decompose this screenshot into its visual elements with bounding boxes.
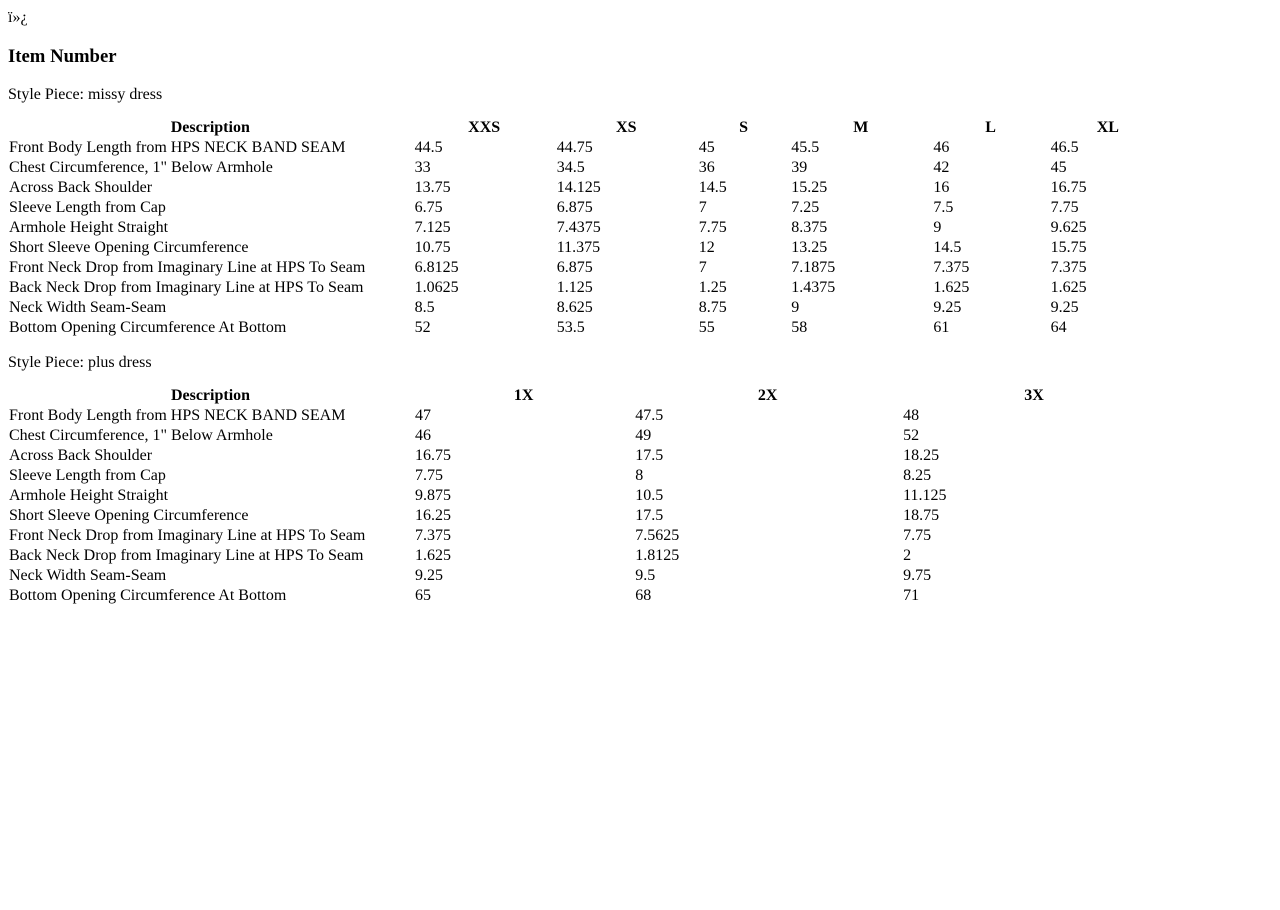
- measurement-value: 6.8125: [414, 259, 459, 276]
- measurement-value: 18.75: [903, 507, 940, 524]
- column-header-size: XXS: [468, 119, 501, 136]
- page-title: Item Number: [8, 46, 117, 67]
- column-header-size: L: [985, 119, 996, 136]
- measurement-value: 17.5: [635, 507, 664, 524]
- column-header-size: XS: [616, 119, 637, 136]
- measurement-value: 48: [903, 407, 920, 424]
- measurement-value: 7.4375: [556, 219, 601, 236]
- table-row: [8, 198, 1166, 218]
- measurement-value: 16: [933, 179, 950, 196]
- measurement-value: 7.375: [414, 527, 451, 544]
- measurement-value: 8.75: [698, 299, 727, 316]
- measurement-description: Front Neck Drop from Imaginary Line at HPS To Seam: [9, 527, 366, 544]
- measurement-value: 49: [635, 427, 652, 444]
- measurement-value: 42: [933, 159, 950, 176]
- table-row: [8, 406, 1166, 426]
- measurement-value: 53.5: [556, 319, 585, 336]
- column-header-size: XL: [1096, 119, 1119, 136]
- measurement-value: 6.75: [414, 199, 443, 216]
- measurement-value: 1.8125: [635, 547, 680, 564]
- column-header-description: Description: [170, 119, 250, 136]
- measurement-value: 14.125: [556, 179, 601, 196]
- measurement-value: 16.75: [1050, 179, 1087, 196]
- measurement-description: Bottom Opening Circumference At Bottom: [9, 587, 287, 604]
- measurement-value: 8.5: [414, 299, 435, 316]
- column-header-size: 3X: [1024, 387, 1044, 404]
- measurement-value: 36: [698, 159, 715, 176]
- measurement-value: 10.75: [414, 239, 451, 256]
- measurement-value: 39: [791, 159, 808, 176]
- measurement-value: 7.75: [414, 467, 443, 484]
- measurement-value: 7.75: [698, 219, 727, 236]
- measurement-value: 46: [933, 139, 950, 156]
- measurement-description: Neck Width Seam-Seam: [9, 299, 167, 316]
- measurement-value: 1.625: [1050, 279, 1087, 296]
- measurement-value: 10.5: [635, 487, 664, 504]
- table-row: [8, 238, 1166, 258]
- measurement-value: 7.75: [1050, 199, 1079, 216]
- measurement-value: 15.25: [791, 179, 828, 196]
- measurement-value: 9.25: [933, 299, 962, 316]
- column-header-size: M: [853, 119, 869, 136]
- table-row: [8, 138, 1166, 158]
- measurement-description: Sleeve Length from Cap: [9, 467, 166, 484]
- measurement-value: 58: [791, 319, 808, 336]
- measurement-value: 44.75: [556, 139, 593, 156]
- measurement-description: Front Neck Drop from Imaginary Line at HPS To Seam: [9, 259, 366, 276]
- measurement-value: 6.875: [556, 259, 593, 276]
- table-row: [8, 278, 1166, 298]
- column-header-size: 2X: [757, 387, 778, 404]
- table-row: [8, 526, 1166, 546]
- measurement-value: 11.125: [903, 487, 947, 504]
- bom-text: ï»¿: [8, 9, 28, 26]
- measurement-value: 17.5: [635, 447, 664, 464]
- measurement-value: 65: [414, 587, 431, 604]
- measurement-value: 13.25: [791, 239, 828, 256]
- measurement-value: 9.625: [1050, 219, 1087, 236]
- column-header-size: S: [739, 119, 748, 136]
- measurement-value: 1.4375: [791, 279, 836, 296]
- measurement-value: 8.25: [903, 467, 932, 484]
- measurement-value: 46.5: [1050, 139, 1079, 156]
- measurement-value: 45: [1050, 159, 1067, 176]
- measurement-value: 71: [903, 587, 920, 604]
- measurement-description: Chest Circumference, 1" Below Armhole: [9, 427, 273, 444]
- measurement-value: 2: [903, 547, 912, 564]
- measurement-description: Chest Circumference, 1" Below Armhole: [9, 159, 273, 176]
- measurement-value: 7.125: [414, 219, 451, 236]
- measurement-value: 8: [635, 467, 644, 484]
- measurement-description: Front Body Length from HPS NECK BAND SEAM: [9, 139, 346, 156]
- measurement-value: 15.75: [1050, 239, 1087, 256]
- measurement-value: 7: [698, 199, 707, 216]
- measurement-value: 1.125: [556, 279, 593, 296]
- measurement-value: 18.25: [903, 447, 940, 464]
- measurement-description: Back Neck Drop from Imaginary Line at HPS To Seam: [9, 547, 364, 564]
- measurement-value: 47: [414, 407, 431, 424]
- table-row: [8, 218, 1166, 238]
- style-piece-plus-label: Style Piece: plus dress: [8, 354, 152, 371]
- measurement-value: 34.5: [556, 159, 585, 176]
- table-row: [8, 426, 1166, 446]
- table-row: [8, 158, 1166, 178]
- measurement-value: 1.625: [933, 279, 970, 296]
- table-row: [8, 546, 1166, 566]
- measurement-value: 12: [698, 239, 715, 256]
- table-row: [8, 258, 1166, 278]
- measurement-value: 33: [414, 159, 431, 176]
- style-piece-missy-label: Style Piece: missy dress: [8, 86, 163, 103]
- measurement-description: Across Back Shoulder: [9, 447, 153, 464]
- measurement-value: 44.5: [414, 139, 443, 156]
- measurement-value: 14.5: [933, 239, 962, 256]
- measurement-value: 13.75: [414, 179, 451, 196]
- measurement-description: Neck Width Seam-Seam: [9, 567, 167, 584]
- measurement-value: 9.5: [635, 567, 656, 584]
- measurement-value: 16.25: [414, 507, 451, 524]
- measurement-description: Armhole Height Straight: [9, 487, 169, 504]
- table-row: [8, 486, 1166, 506]
- measurement-value: 45: [698, 139, 715, 156]
- measurement-value: 7.5625: [635, 527, 680, 544]
- table-row: [8, 566, 1166, 586]
- measurement-value: 1.25: [698, 279, 727, 296]
- measurement-value: 46: [414, 427, 431, 444]
- table-row: [8, 466, 1166, 486]
- measurement-description: Short Sleeve Opening Circumference: [9, 507, 249, 524]
- missy-size-table: [7, 118, 1167, 338]
- measurement-description: Armhole Height Straight: [9, 219, 169, 236]
- table-header-row: [8, 386, 1166, 406]
- table-row: [8, 178, 1166, 198]
- measurement-value: 64: [1050, 319, 1067, 336]
- column-header-size: 1X: [513, 387, 534, 404]
- measurement-value: 14.5: [698, 179, 727, 196]
- measurement-value: 6.875: [556, 199, 593, 216]
- measurement-description: Across Back Shoulder: [9, 179, 153, 196]
- measurement-value: 16.75: [414, 447, 451, 464]
- measurement-value: 9.875: [414, 487, 451, 504]
- measurement-value: 45.5: [791, 139, 820, 156]
- measurement-description: Short Sleeve Opening Circumference: [9, 239, 249, 256]
- measurement-value: 61: [933, 319, 950, 336]
- measurement-value: 52: [903, 427, 920, 444]
- measurement-value: 7: [698, 259, 707, 276]
- measurement-value: 47.5: [635, 407, 664, 424]
- measurement-value: 7.375: [1050, 259, 1087, 276]
- measurement-value: 9.25: [414, 567, 443, 584]
- plus-size-table: [7, 386, 1167, 606]
- table-row: [8, 318, 1166, 338]
- measurement-value: 52: [414, 319, 431, 336]
- column-header-description: Description: [170, 387, 251, 404]
- measurement-value: 8.625: [556, 299, 593, 316]
- measurement-value: 55: [698, 319, 715, 336]
- measurement-value: 68: [635, 587, 652, 604]
- table-row: [8, 586, 1166, 606]
- measurement-description: Front Body Length from HPS NECK BAND SEAM: [9, 407, 346, 424]
- measurement-value: 7.1875: [791, 259, 836, 276]
- measurement-value: 7.375: [933, 259, 970, 276]
- measurement-value: 9.75: [903, 567, 932, 584]
- measurement-value: 11.375: [556, 239, 601, 256]
- table-row: [8, 506, 1166, 526]
- table-row: [8, 298, 1166, 318]
- measurement-value: 7.5: [933, 199, 954, 216]
- measurement-value: 9: [791, 299, 800, 316]
- measurement-description: Bottom Opening Circumference At Bottom: [9, 319, 287, 336]
- measurement-value: 9: [933, 219, 942, 236]
- measurement-description: Sleeve Length from Cap: [9, 199, 166, 216]
- measurement-value: 7.25: [791, 199, 820, 216]
- measurement-value: 1.0625: [414, 279, 459, 296]
- measurement-description: Back Neck Drop from Imaginary Line at HPS To Seam: [9, 279, 364, 296]
- measurement-value: 8.375: [791, 219, 828, 236]
- measurement-value: 1.625: [414, 547, 451, 564]
- table-row: [8, 446, 1166, 466]
- measurement-value: 9.25: [1050, 299, 1079, 316]
- table-header-row: [8, 118, 1166, 138]
- measurement-value: 7.75: [903, 527, 932, 544]
